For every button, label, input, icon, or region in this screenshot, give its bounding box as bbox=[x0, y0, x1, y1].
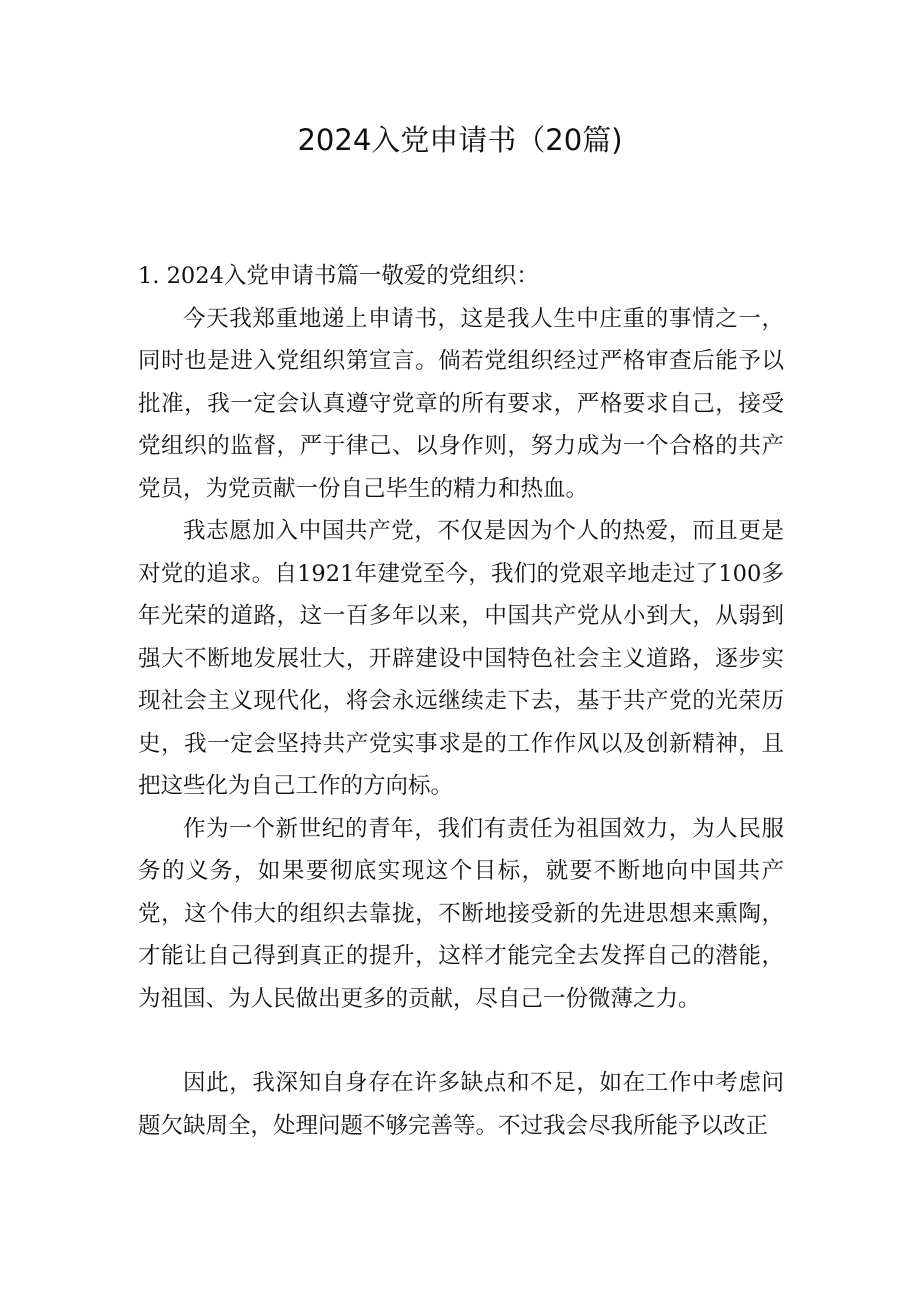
section-heading: 1. 2024入党申请书篇一敬爱的党组织： bbox=[138, 263, 539, 289]
document-body bbox=[138, 255, 784, 1147]
paragraph-1: 今天我郑重地递上申请书，这是我人生中庄重的事情之一，同时也是进入党组织第宣言。倘若党组织经过严格审查后能予以批准，我一定会认真遵守党章的所有要求，严格要求自己，接受党组织的监督，严于律己、以身作则，努力成为一个合格的共产党员，为党贡献一份自己毕生的精力和热血。 bbox=[138, 305, 784, 502]
paragraph-3: 作为一个新世纪的青年，我们有责任为祖国效力，为人民服务的义务，如果要彻底实现这个目标，就要不断地向中国共产党，这个伟大的组织去靠拢，不断地接受新的先进思想来熏陶，才能让自己得到真正的提升，这样才能完全去发挥自己的潜能，为祖国、为人民做出更多的贡献，尽自己一份微薄之力。 bbox=[138, 815, 784, 1012]
paragraph-4: 因此，我深知自身存在许多缺点和不足，如在工作中考虑问题欠缺周全，处理问题不够完善等。不过我会尽我所能予以改正 bbox=[138, 1070, 784, 1139]
paragraph-2: 我志愿加入中国共产党，不仅是因为个人的热爱，而且更是对党的追求。自1921年建党至今，我们的党艰辛地走过了100多年光荣的道路，这一百多年以来，中国共产党从小到大，从弱到强大不断地发展壮大，开辟建设中国特色社会主义道路，逐步实现社会主义现代化，将会永远继续走下去，基于共产党的光荣历史，我一定会坚持共产党实事求是的工作作风以及创新精神，且把这些化为自己工作的方向标。 bbox=[138, 518, 784, 799]
document-title: 2024入党申请书（20篇) bbox=[297, 123, 623, 157]
